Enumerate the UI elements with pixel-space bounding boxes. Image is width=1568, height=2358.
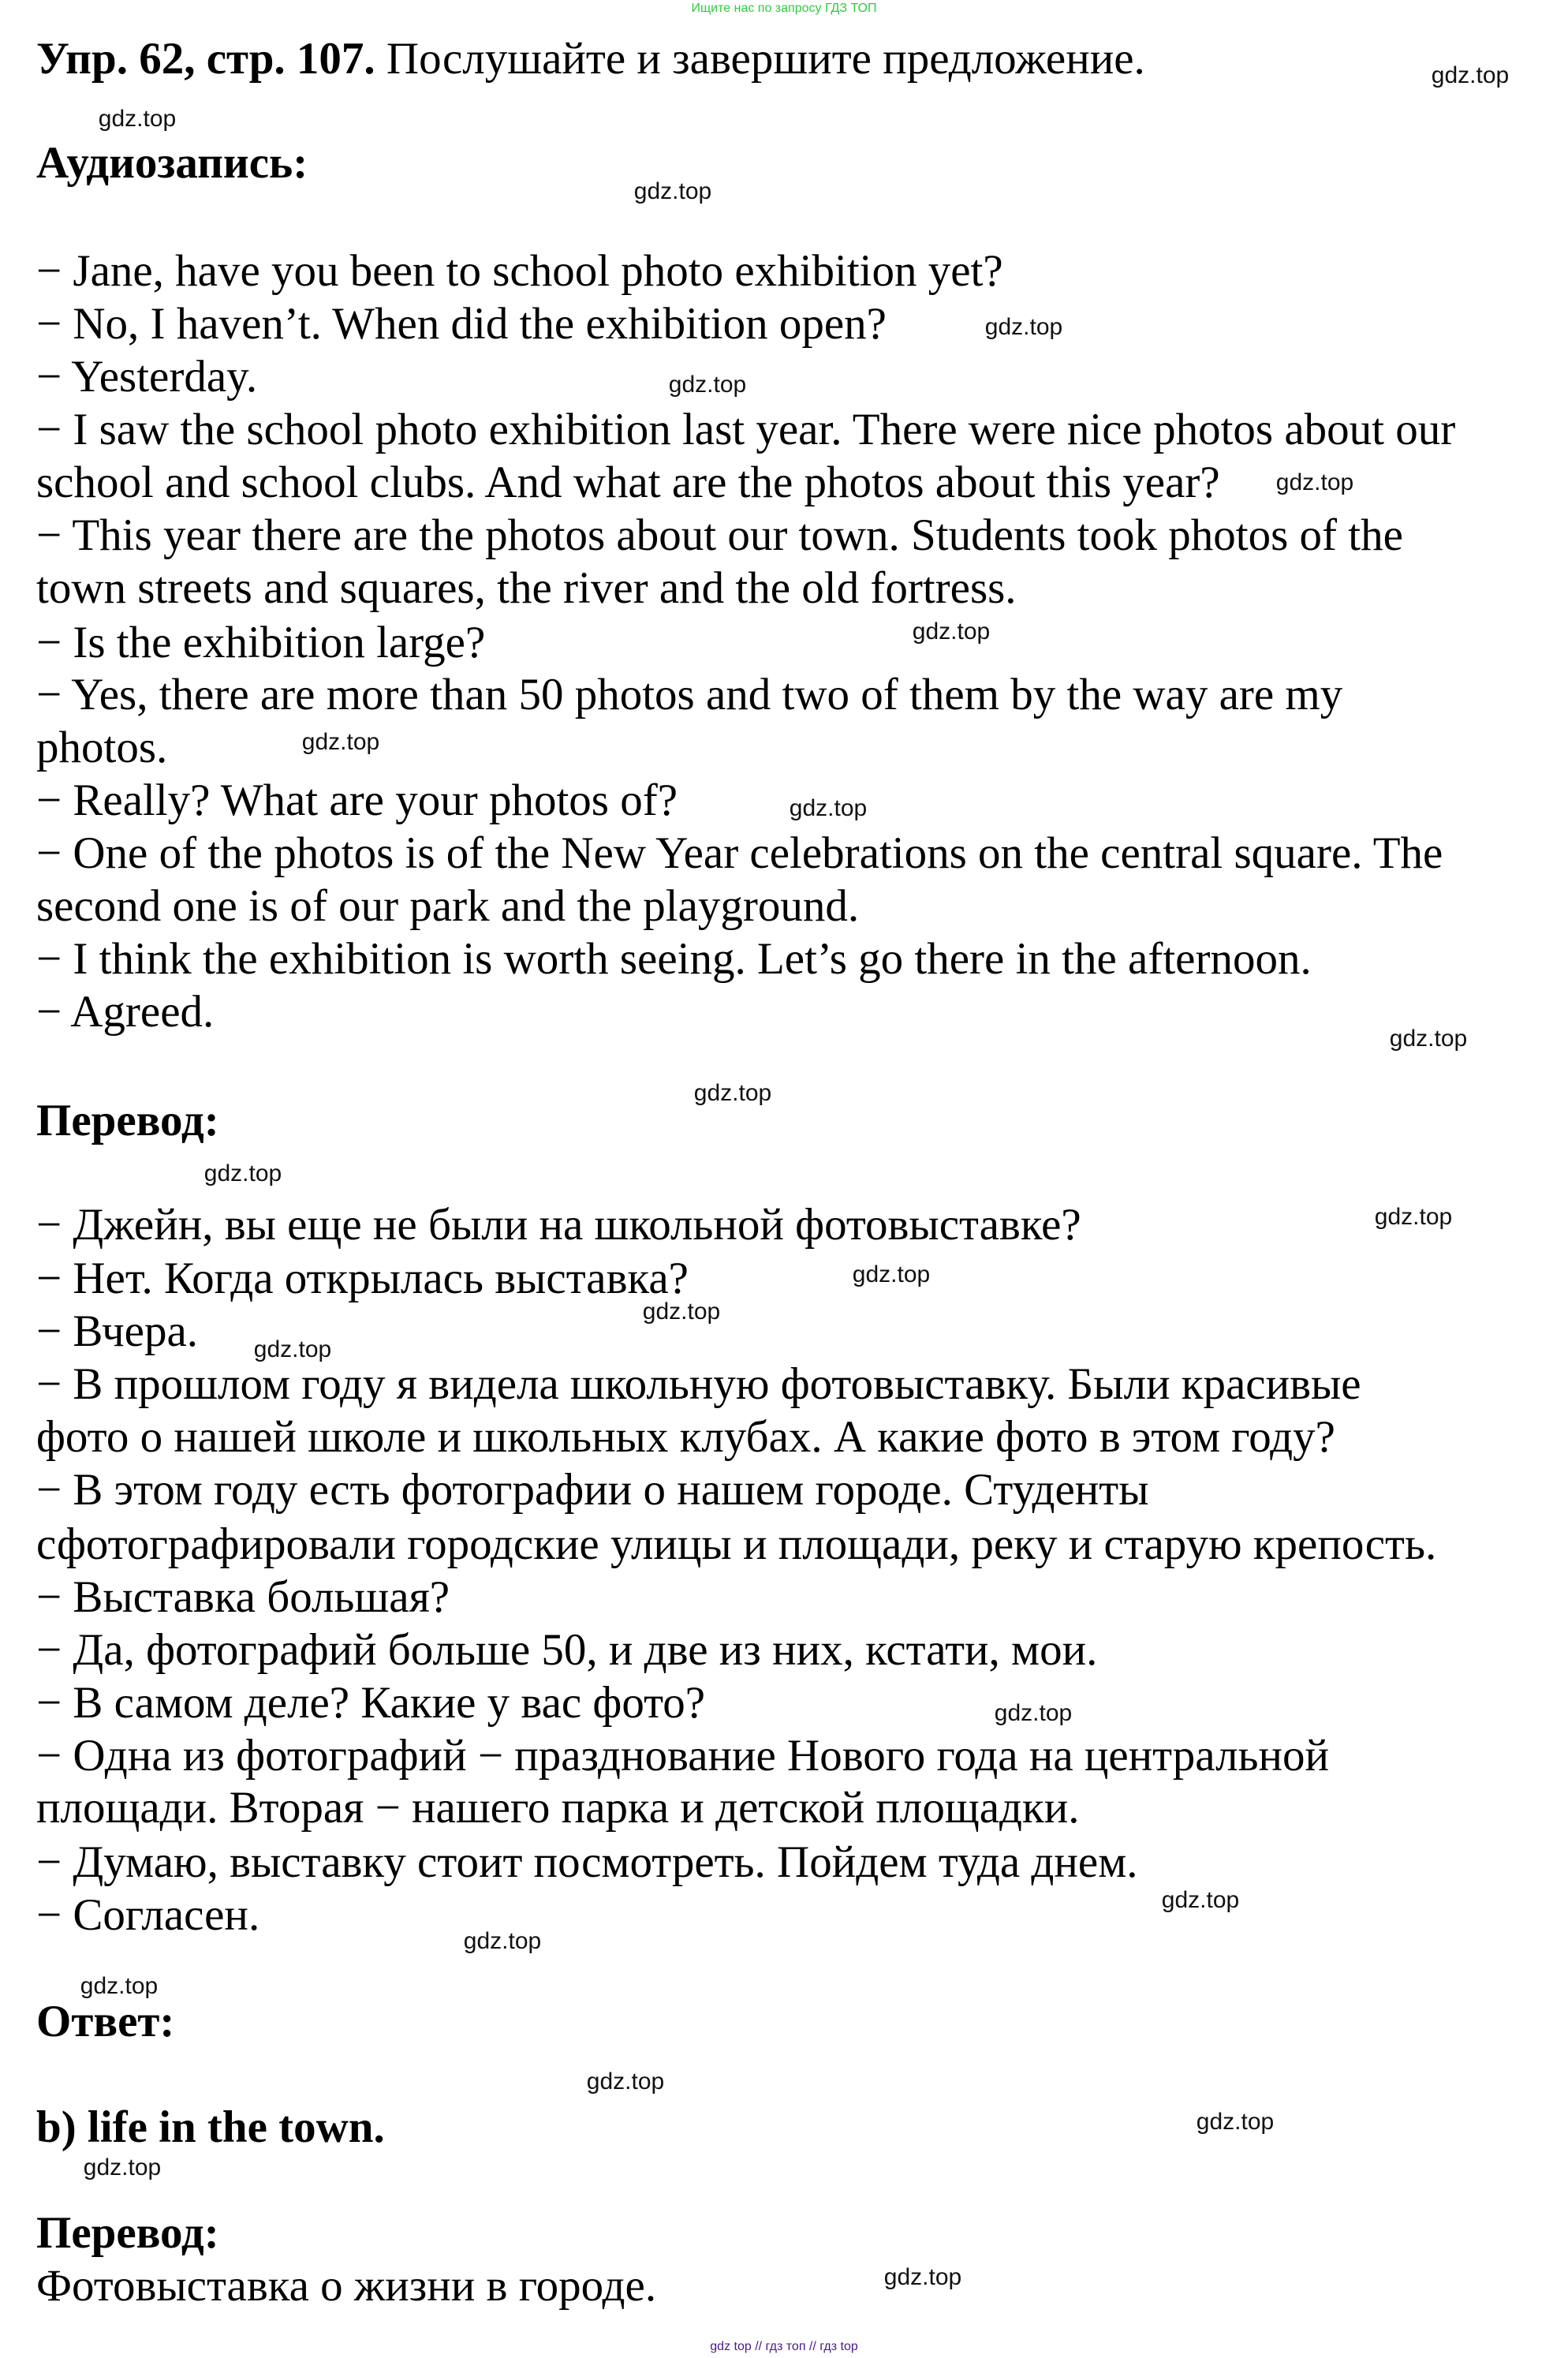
watermark: gdz.top	[203, 1160, 282, 1186]
translation-line: − Джейн, вы еще не были на школьной фотовыставке?	[36, 1200, 1081, 1250]
dialogue-line: − Yesterday.	[36, 352, 258, 402]
watermark: gdz.top	[253, 1336, 332, 1362]
dialogue-line: − This year there are the photos about our town. Students took photos of the	[36, 510, 1403, 560]
translation-line: − В прошлом году я видела школьную фотовыставку. Были красивые	[36, 1359, 1361, 1409]
dialogue-line: school and school clubs. And what are the photos about this year?	[36, 458, 1220, 507]
dialogue-line: − Agreed.	[36, 987, 215, 1037]
dialogue-line: − I think the exhibition is worth seeing. Let’s go there in the afternoon.	[36, 934, 1312, 984]
exercise-number: Упр. 62, стр. 107.	[36, 34, 375, 84]
dialogue-line: − Really? What are your photos of?	[36, 775, 678, 825]
watermark: gdz.top	[586, 2068, 665, 2095]
watermark: gdz.top	[1389, 1026, 1468, 1052]
translation-line: − Вчера.	[36, 1306, 199, 1356]
translation-line: площади. Вторая − нашего парка и детской площадки.	[36, 1783, 1080, 1833]
watermark: gdz.top	[83, 2154, 162, 2180]
answer-heading: Ответ:	[36, 1997, 175, 2046]
translation-line: фото о нашей школе и школьных клубах. А какие фото в этом году?	[36, 1412, 1335, 1462]
watermark: gdz.top	[1196, 2109, 1275, 2135]
watermark: gdz.top	[693, 1080, 772, 1106]
dialogue-line: − I saw the school photo exhibition last year. There were nice photos about our	[36, 405, 1456, 454]
watermark: gdz.top	[301, 729, 380, 755]
audio-heading: Аудиозапись:	[36, 138, 308, 188]
exercise-instruction: Послушайте и завершите предложение.	[375, 34, 1145, 84]
dialogue-line: second one is of our park and the playground.	[36, 881, 860, 931]
watermark: gdz.top	[80, 1973, 159, 1999]
dialogue-line: − Jane, have you been to school photo exhibition yet?	[36, 246, 1003, 296]
watermark: gdz.top	[1275, 469, 1354, 495]
watermark: gdz.top	[912, 618, 991, 645]
search-banner: Ищите нас по запросу ГДЗ ТОП	[691, 2, 877, 15]
translation-line: сфотографировали городские улицы и площади, реку и старую крепость.	[36, 1519, 1437, 1569]
exercise-title	[36, 33, 1145, 85]
watermark: gdz.top	[789, 795, 868, 821]
dialogue-line: − Yes, there are more than 50 photos and two of them by the way are my	[36, 670, 1343, 719]
watermark: gdz.top	[98, 106, 177, 132]
translation-line: − В этом году есть фотографии о нашем городе. Студенты	[36, 1465, 1149, 1515]
dialogue-line: − Is the exhibition large?	[36, 618, 486, 667]
dialogue-line: − One of the photos is of the New Year celebrations on the central square. The	[36, 828, 1443, 878]
translation-line: − Выставка большая?	[36, 1572, 450, 1622]
dialogue-line: town streets and squares, the river and the old fortress.	[36, 563, 1017, 613]
translation-line: − Да, фотографий больше 50, и две из них, кстати, мои.	[36, 1625, 1098, 1675]
watermark: gdz.top	[1374, 1204, 1453, 1230]
footer-banner: gdz top // гдз топ // гдз top	[710, 2340, 858, 2353]
translation-line: − Одна из фотографий − празднование Нового года на центральной	[36, 1731, 1330, 1781]
watermark: gdz.top	[1431, 62, 1510, 88]
watermark: gdz.top	[984, 314, 1063, 340]
translation-heading: Перевод:	[36, 1096, 219, 1145]
dialogue-line: photos.	[36, 723, 168, 772]
watermark: gdz.top	[642, 1299, 721, 1325]
translation-line: − Согласен.	[36, 1890, 260, 1940]
watermark: gdz.top	[1161, 1887, 1240, 1913]
translation-line: − Думаю, выставку стоит посмотреть. Пойдем туда днем.	[36, 1837, 1138, 1887]
answer-translation-text: Фотовыставка о жизни в городе.	[36, 2261, 657, 2311]
watermark: gdz.top	[994, 1700, 1073, 1726]
answer-text: b) life in the town.	[36, 2102, 385, 2152]
watermark: gdz.top	[883, 2264, 962, 2290]
dialogue-line: − No, I haven’t. When did the exhibition open?	[36, 299, 887, 349]
translation-line: − Нет. Когда открылась выставка?	[36, 1254, 689, 1303]
watermark: gdz.top	[633, 178, 712, 204]
answer-translation-heading: Перевод:	[36, 2208, 219, 2258]
watermark: gdz.top	[668, 372, 747, 398]
watermark: gdz.top	[852, 1261, 931, 1287]
watermark: gdz.top	[463, 1928, 542, 1954]
translation-line: − В самом деле? Какие у вас фото?	[36, 1678, 706, 1728]
